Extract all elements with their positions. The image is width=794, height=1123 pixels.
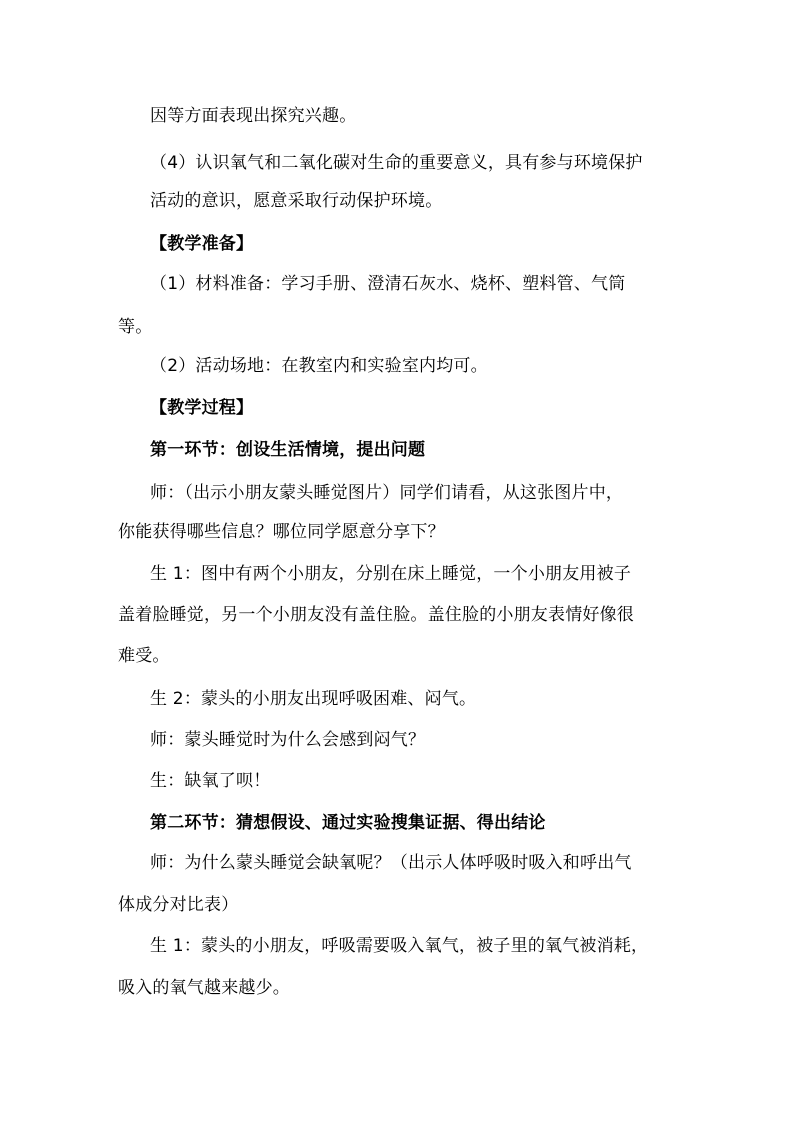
paragraph-line: 盖着脸睡觉，另一个小朋友没有盖住脸。盖住脸的小朋友表情好像很 xyxy=(118,605,634,625)
paragraph-line: 师：蒙头睡觉时为什么会感到闷气？ xyxy=(150,730,426,750)
paragraph-line: 你能获得哪些信息？哪位同学愿意分享下？ xyxy=(118,522,445,542)
subsection-heading: 第一环节：创设生活情境，提出问题 xyxy=(150,440,426,460)
paragraph-line: 等。 xyxy=(118,317,153,337)
paragraph-line: 师：为什么蒙头睡觉会缺氧呢？（出示人体呼吸时吸入和呼出气 xyxy=(150,853,632,873)
paragraph-line: 吸入的氧气越来越少。 xyxy=(118,978,290,998)
paragraph-line: （2）活动场地：在教室内和实验室内均可。 xyxy=(150,356,488,376)
paragraph-line: 生：缺氧了呗！ xyxy=(150,771,271,791)
paragraph-line: 活动的意识，愿意采取行动保护环境。 xyxy=(150,191,443,211)
paragraph-line: 师：（出示小朋友蒙头睡觉图片）同学们请看，从这张图片中， xyxy=(150,483,624,503)
paragraph-line: （1）材料准备：学习手册、澄清石灰水、烧杯、塑料管、气筒 xyxy=(150,274,626,294)
paragraph-line: 生 1：蒙头的小朋友，呼吸需要吸入氧气，被子里的氧气被消耗， xyxy=(150,936,649,956)
paragraph-line: 生 2：蒙头的小朋友出现呼吸困难、闷气。 xyxy=(150,689,477,709)
subsection-heading: 第二环节：猜想假设、通过实验搜集证据、得出结论 xyxy=(150,813,546,833)
paragraph-line: 难受。 xyxy=(118,646,170,666)
section-heading: 【教学准备】 xyxy=(150,234,254,254)
paragraph-line: （4）认识氧气和二氧化碳对生命的重要意义，具有参与环境保护 xyxy=(150,153,643,173)
paragraph-line: 体成分对比表） xyxy=(118,895,239,915)
paragraph-line: 因等方面表现出探究兴趣。 xyxy=(150,106,357,126)
paragraph-line: 生 1：图中有两个小朋友，分别在床上睡觉，一个小朋友用被子 xyxy=(150,564,632,584)
section-heading: 【教学过程】 xyxy=(150,398,254,418)
